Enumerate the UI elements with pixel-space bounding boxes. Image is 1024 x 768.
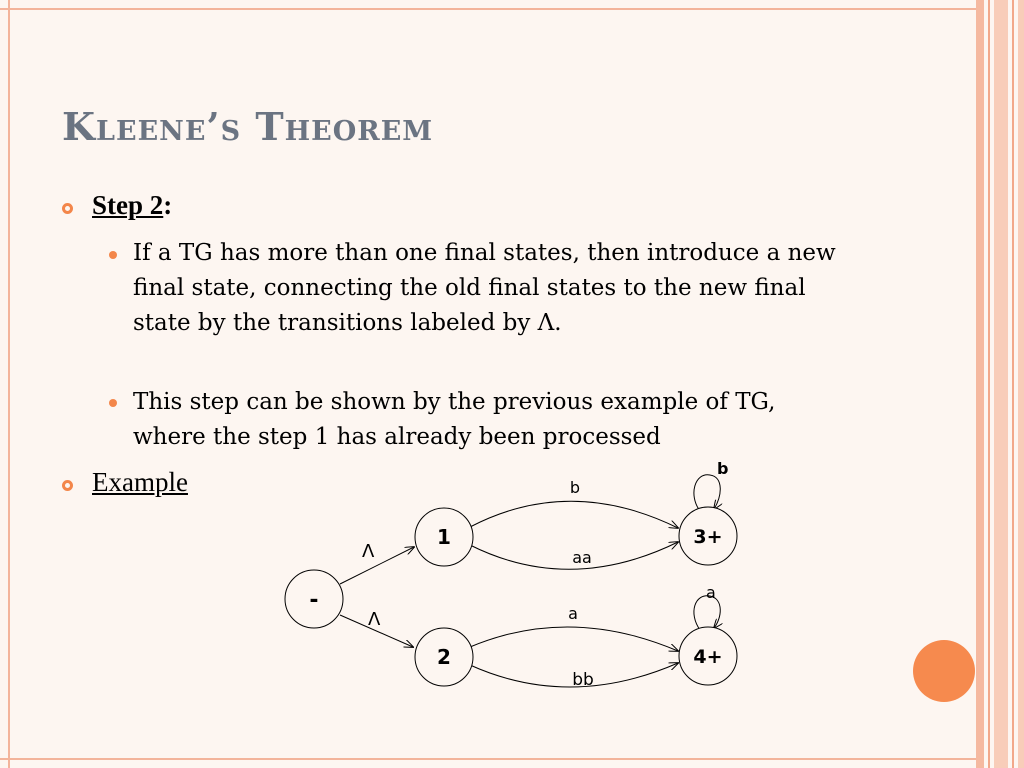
state-label-1: 1 — [437, 525, 451, 549]
sub-bullet-text: If a TG has more than one final states, then introduce a new final state, connecting the old final states to the new final state by the transitions labeled by Λ. — [133, 240, 836, 336]
right-stripe — [1018, 0, 1024, 768]
example-label: Example — [92, 467, 188, 497]
edge-label-1-3-top: b — [569, 478, 581, 497]
step-label: Step 2 — [92, 190, 164, 220]
step-heading — [92, 190, 172, 221]
edge-label-start-1: Λ — [362, 541, 375, 562]
right-stripe — [1012, 0, 1014, 768]
edge-label-1-3-bottom: aa — [572, 548, 592, 567]
right-stripe — [976, 0, 984, 768]
frame-left-line — [8, 0, 10, 768]
slide-title: Kleene’s Theorem — [62, 104, 434, 149]
loop-3 — [694, 475, 720, 511]
step-colon: : — [163, 190, 173, 220]
state-label-3: 3+ — [693, 526, 723, 548]
example-heading — [92, 467, 188, 498]
ring-bullet-icon — [62, 203, 73, 214]
edge-label-2-4-bottom: bb — [572, 670, 594, 690]
edge-start-to-1 — [340, 547, 414, 584]
edge-label-start-2: Λ — [368, 609, 381, 630]
state-label-4: 4+ — [693, 646, 723, 668]
state-label-2: 2 — [437, 645, 451, 669]
sub-bullet-text: This step can be shown by the previous example of TG, where the step 1 has already been processed — [133, 389, 776, 450]
edge-2-to-4-top — [470, 627, 678, 651]
frame-bottom-line — [0, 758, 976, 760]
right-stripe — [988, 0, 990, 768]
edge-1-to-3-top — [470, 501, 678, 528]
dot-bullet-icon — [109, 399, 117, 407]
decorative-orange-circle — [913, 640, 975, 702]
frame-top-line — [0, 8, 976, 10]
dot-bullet-icon — [109, 251, 117, 259]
state-label-start: - — [309, 588, 319, 613]
transition-graph-diagram — [270, 455, 750, 700]
edge-label-4-loop: a — [706, 583, 716, 602]
ring-bullet-icon — [62, 480, 73, 491]
edge-label-2-4-top: a — [568, 604, 578, 623]
edge-label-3-loop: b — [717, 459, 729, 478]
right-stripe — [994, 0, 1008, 768]
